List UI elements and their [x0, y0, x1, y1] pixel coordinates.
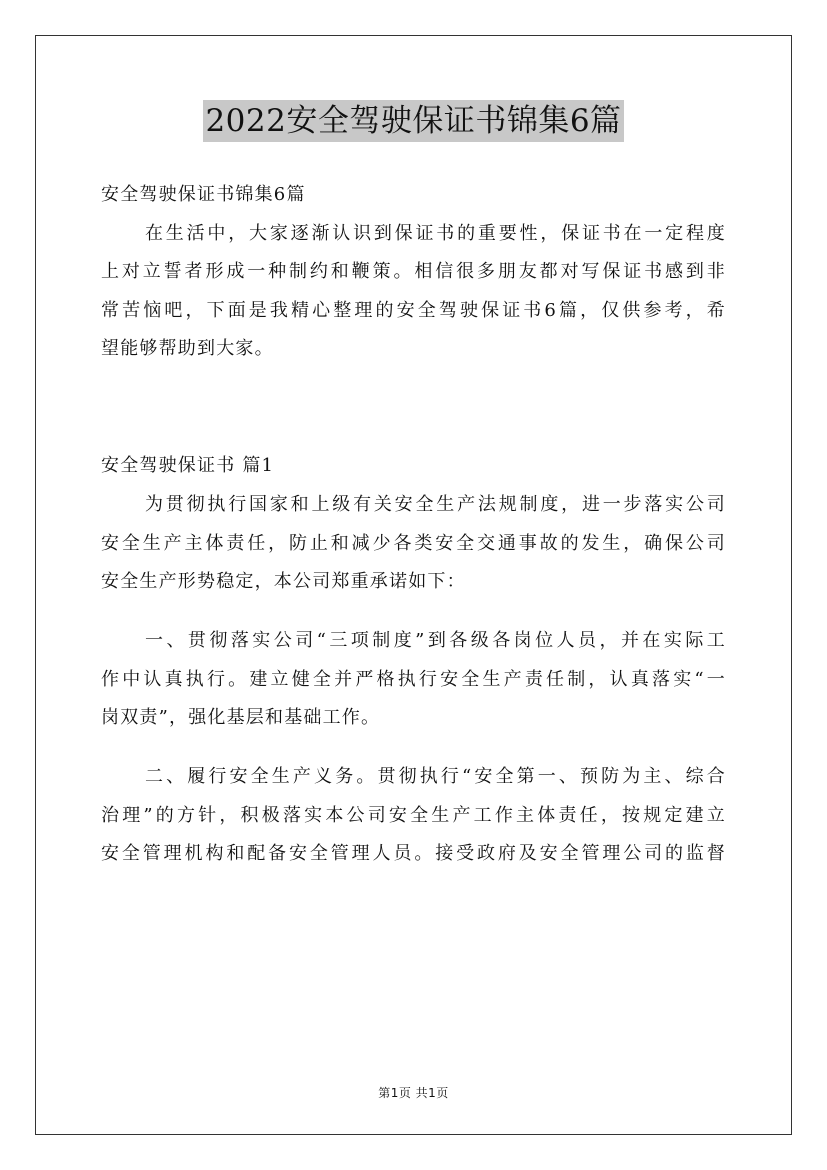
text-line: 作中认真执行。建立健全并严格执行安全生产责任制，认真落实“一	[101, 668, 726, 690]
paragraph-3	[101, 758, 726, 874]
section-spacer	[101, 389, 726, 447]
document-subtitle: 安全驾驶保证书锦集6篇	[101, 184, 306, 205]
text-line: 治理”的方针，积极落实本公司安全生产工作主体责任，按规定建立	[101, 804, 726, 826]
text-line: 为贯彻执行国家和上级有关安全生产法规制度，进一步落实公司	[145, 493, 726, 515]
text-line: 二、履行安全生产义务。贯彻执行“安全第一、预防为主、综合	[145, 766, 726, 788]
text-line: 安全管理机构和配备安全管理人员。接受政府及安全管理公司的监督	[101, 843, 726, 865]
document-title: 2022安全驾驶保证书锦集6篇	[203, 100, 623, 142]
title-container	[0, 100, 827, 142]
text-line: 在生活中，大家逐渐认识到保证书的重要性，保证书在一定程度	[145, 222, 726, 244]
text-line: 安全生产形势稳定，本公司郑重承诺如下：	[101, 571, 466, 593]
text-line: 安全生产主体责任，防止和减少各类安全交通事故的发生，确保公司	[101, 532, 726, 554]
text-line: 望能够帮助到大家。	[101, 338, 274, 360]
text-line: 岗双责”，强化基层和基础工作。	[101, 707, 381, 729]
intro-paragraph	[101, 215, 726, 369]
text-line: 常苦恼吧，下面是我精心整理的安全驾驶保证书6篇，仅供参考，希	[101, 299, 726, 321]
text-line: 一、贯彻落实公司“三项制度”到各级各岗位人员，并在实际工	[145, 630, 726, 652]
document-body	[101, 176, 726, 894]
paragraph-2	[101, 622, 726, 738]
page-footer: 第1页 共1页	[378, 1086, 449, 1100]
section-heading: 安全驾驶保证书 篇1	[101, 455, 275, 477]
text-line: 上对立誓者形成一种制约和鞭策。相信很多朋友都对写保证书感到非	[101, 261, 726, 283]
paragraph-1	[101, 486, 726, 602]
